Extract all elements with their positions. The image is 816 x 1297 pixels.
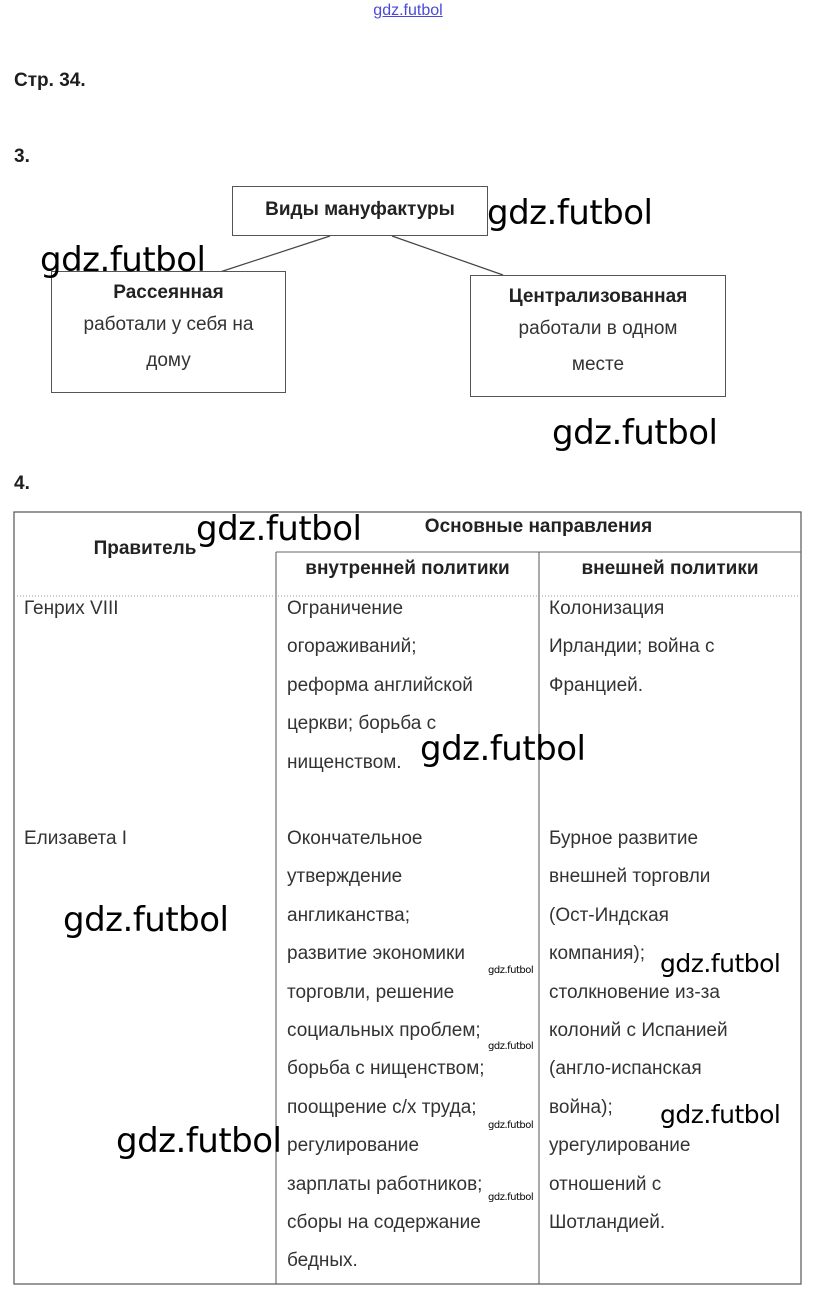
watermark: gdz.futbol [552, 413, 718, 453]
text-line: нищенством. [287, 751, 402, 773]
watermark: gdz.futbol [660, 1100, 781, 1129]
text-line: Ограничение [287, 598, 404, 619]
diagram-root-title: Виды мануфактуры [265, 199, 455, 220]
text-line: торговли, решение [287, 981, 455, 1003]
header-main-directions: Основные направления [424, 516, 653, 537]
diagram-left-title: Рассеянная [113, 282, 224, 303]
diagram-right-text-1: работали в одном [518, 318, 678, 339]
text-line: социальных проблем; [287, 1020, 481, 1042]
text-line: зарплаты работников; [287, 1173, 483, 1195]
text-line: развитие экономики [287, 943, 465, 965]
text-line: колоний с Испанией [549, 1020, 728, 1042]
watermark: gdz.futbol [420, 729, 586, 769]
text-line: поощрение с/х труда; [287, 1096, 477, 1118]
row-elizabeth-external [549, 820, 799, 1242]
task-4-number: 4. [14, 473, 30, 494]
watermark: gdz.futbol [660, 949, 781, 978]
text-line: церкви; борьба с [287, 713, 437, 735]
header-ruler: Правитель [93, 538, 197, 559]
task-3-number: 3. [14, 146, 30, 167]
text-line: борьба с нищенством; [287, 1058, 485, 1080]
text-line: урегулирование [549, 1135, 691, 1157]
diagram-left-text-2: дому [146, 350, 191, 371]
text-line: регулирование [287, 1135, 420, 1157]
diagram-right-title: Централизованная [508, 286, 688, 307]
text-line: Францией. [549, 674, 644, 696]
text-line: Бурное развитие [549, 828, 699, 849]
site-link[interactable]: gdz.futbol [373, 2, 443, 19]
text-line: огораживаний; [287, 636, 417, 658]
watermark: gdz.futbol [196, 509, 362, 549]
text-line: компания); [549, 943, 646, 965]
row-henry-ruler: Генрих VIII [24, 598, 119, 619]
text-line: столкновение из-за [549, 981, 720, 1003]
diagram-left-text-1: работали у себя на [83, 314, 254, 335]
text-line: Ирландии; война с [549, 636, 715, 658]
text-line: война); [549, 1096, 613, 1118]
watermark: gdz.futbol [40, 240, 206, 280]
watermark: gdz.futbol [488, 1192, 534, 1203]
watermark: gdz.futbol [487, 193, 653, 233]
row-elizabeth-ruler: Елизавета I [24, 828, 128, 849]
text-line: отношений с [549, 1173, 662, 1195]
text-line: бедных. [287, 1250, 358, 1272]
page-reference: Стр. 34. [14, 70, 86, 91]
text-line: утверждение [287, 866, 403, 888]
watermark: gdz.futbol [116, 1121, 282, 1161]
text-line: внешней торговли [549, 866, 711, 888]
watermark: gdz.futbol [488, 1120, 534, 1131]
header-internal-policy: внутренней политики [305, 558, 510, 579]
watermark: gdz.futbol [488, 965, 534, 976]
watermark: gdz.futbol [488, 1041, 534, 1052]
text-line: Окончательное [287, 828, 423, 849]
text-line: сборы на содержание [287, 1212, 481, 1234]
text-line: Шотландией. [549, 1212, 666, 1234]
text-line: реформа английской [287, 674, 473, 696]
text-line: (Ост-Индская [549, 904, 669, 926]
text-line: Колонизация [549, 598, 665, 619]
diagram-right-text-2: месте [571, 354, 625, 375]
text-line: англиканства; [287, 904, 410, 926]
text-line: (англо-испанская [549, 1058, 702, 1080]
header-external-policy: внешней политики [581, 558, 759, 579]
row-henry-external [549, 590, 799, 705]
watermark: gdz.futbol [63, 900, 229, 940]
